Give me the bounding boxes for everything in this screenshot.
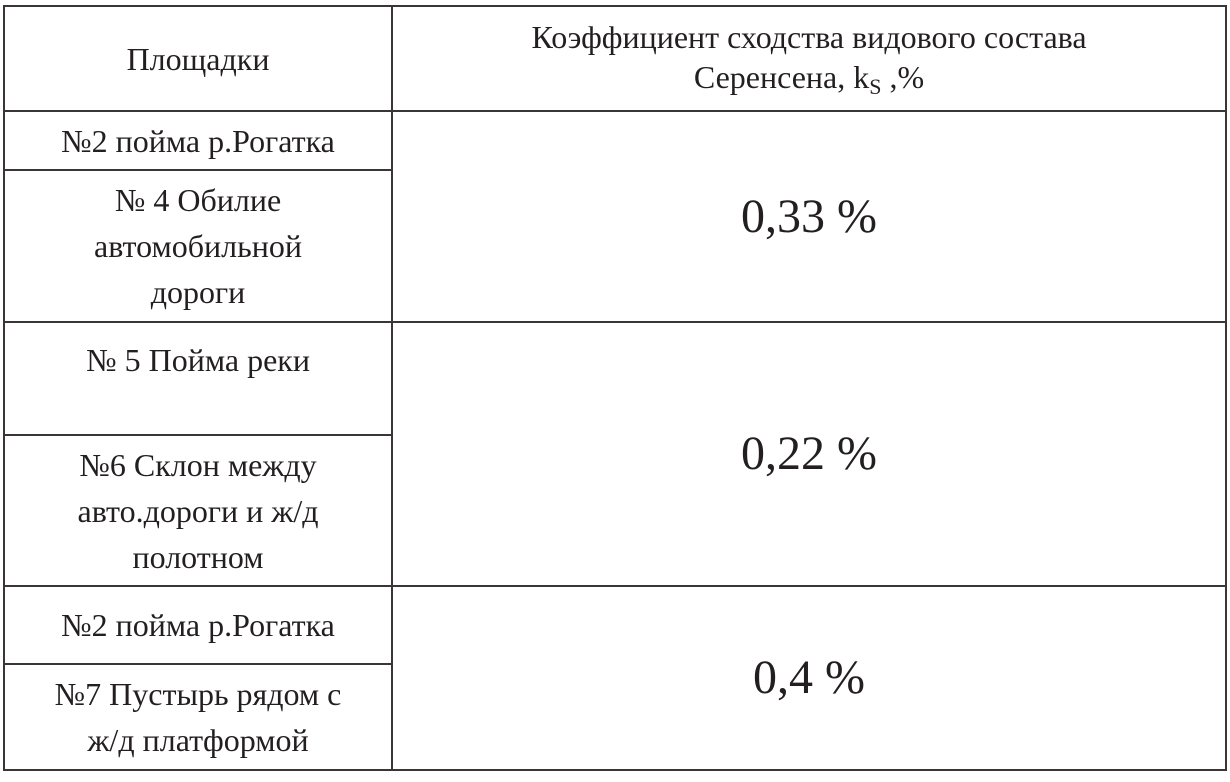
table-row <box>4 322 1226 435</box>
coefficient-value: 0,33 % <box>741 189 877 243</box>
header-coefficient-line2 <box>401 57 1217 101</box>
coefficient-value: 0,4 % <box>753 651 865 704</box>
header-row <box>4 6 1226 111</box>
site-cell <box>4 435 392 586</box>
site-line: дороги <box>150 274 246 310</box>
header-coefficient-suffix: ,% <box>881 58 925 95</box>
site-line: ж/д платформой <box>87 722 309 758</box>
site-cell <box>4 111 392 170</box>
site-line: № 4 Обилие <box>114 182 282 218</box>
site-cell <box>4 586 392 664</box>
header-coefficient-subscript: S <box>869 73 882 99</box>
site-line: авто.дороги и ж/д <box>77 492 319 529</box>
header-sites <box>4 6 392 111</box>
coefficient-value: 0,22 % <box>741 427 877 480</box>
table-row <box>4 111 1226 170</box>
coefficient-cell <box>392 111 1226 322</box>
table-row <box>4 586 1226 664</box>
site-line: №7 Пустырь рядом с <box>54 676 342 712</box>
site-line: №2 пойма р.Рогатка <box>61 122 335 159</box>
header-sites-label: Площадки <box>126 40 270 77</box>
header-coefficient <box>392 6 1226 111</box>
site-line: № 5 Пойма реки <box>86 342 310 378</box>
site-cell <box>4 664 392 770</box>
header-coefficient-prefix: Серенсена, k <box>693 58 870 95</box>
site-line: №6 Склон между <box>79 446 317 483</box>
header-coefficient-line1: Коэффициент сходства видового состава <box>531 18 1087 55</box>
site-line: автомобильной <box>94 228 302 264</box>
coefficient-cell <box>392 586 1226 770</box>
site-line: №2 пойма р.Рогатка <box>61 607 335 643</box>
site-cell <box>4 170 392 322</box>
site-line: полотном <box>132 538 264 575</box>
sorensen-similarity-table <box>3 5 1227 771</box>
site-cell <box>4 322 392 435</box>
coefficient-cell <box>392 322 1226 586</box>
